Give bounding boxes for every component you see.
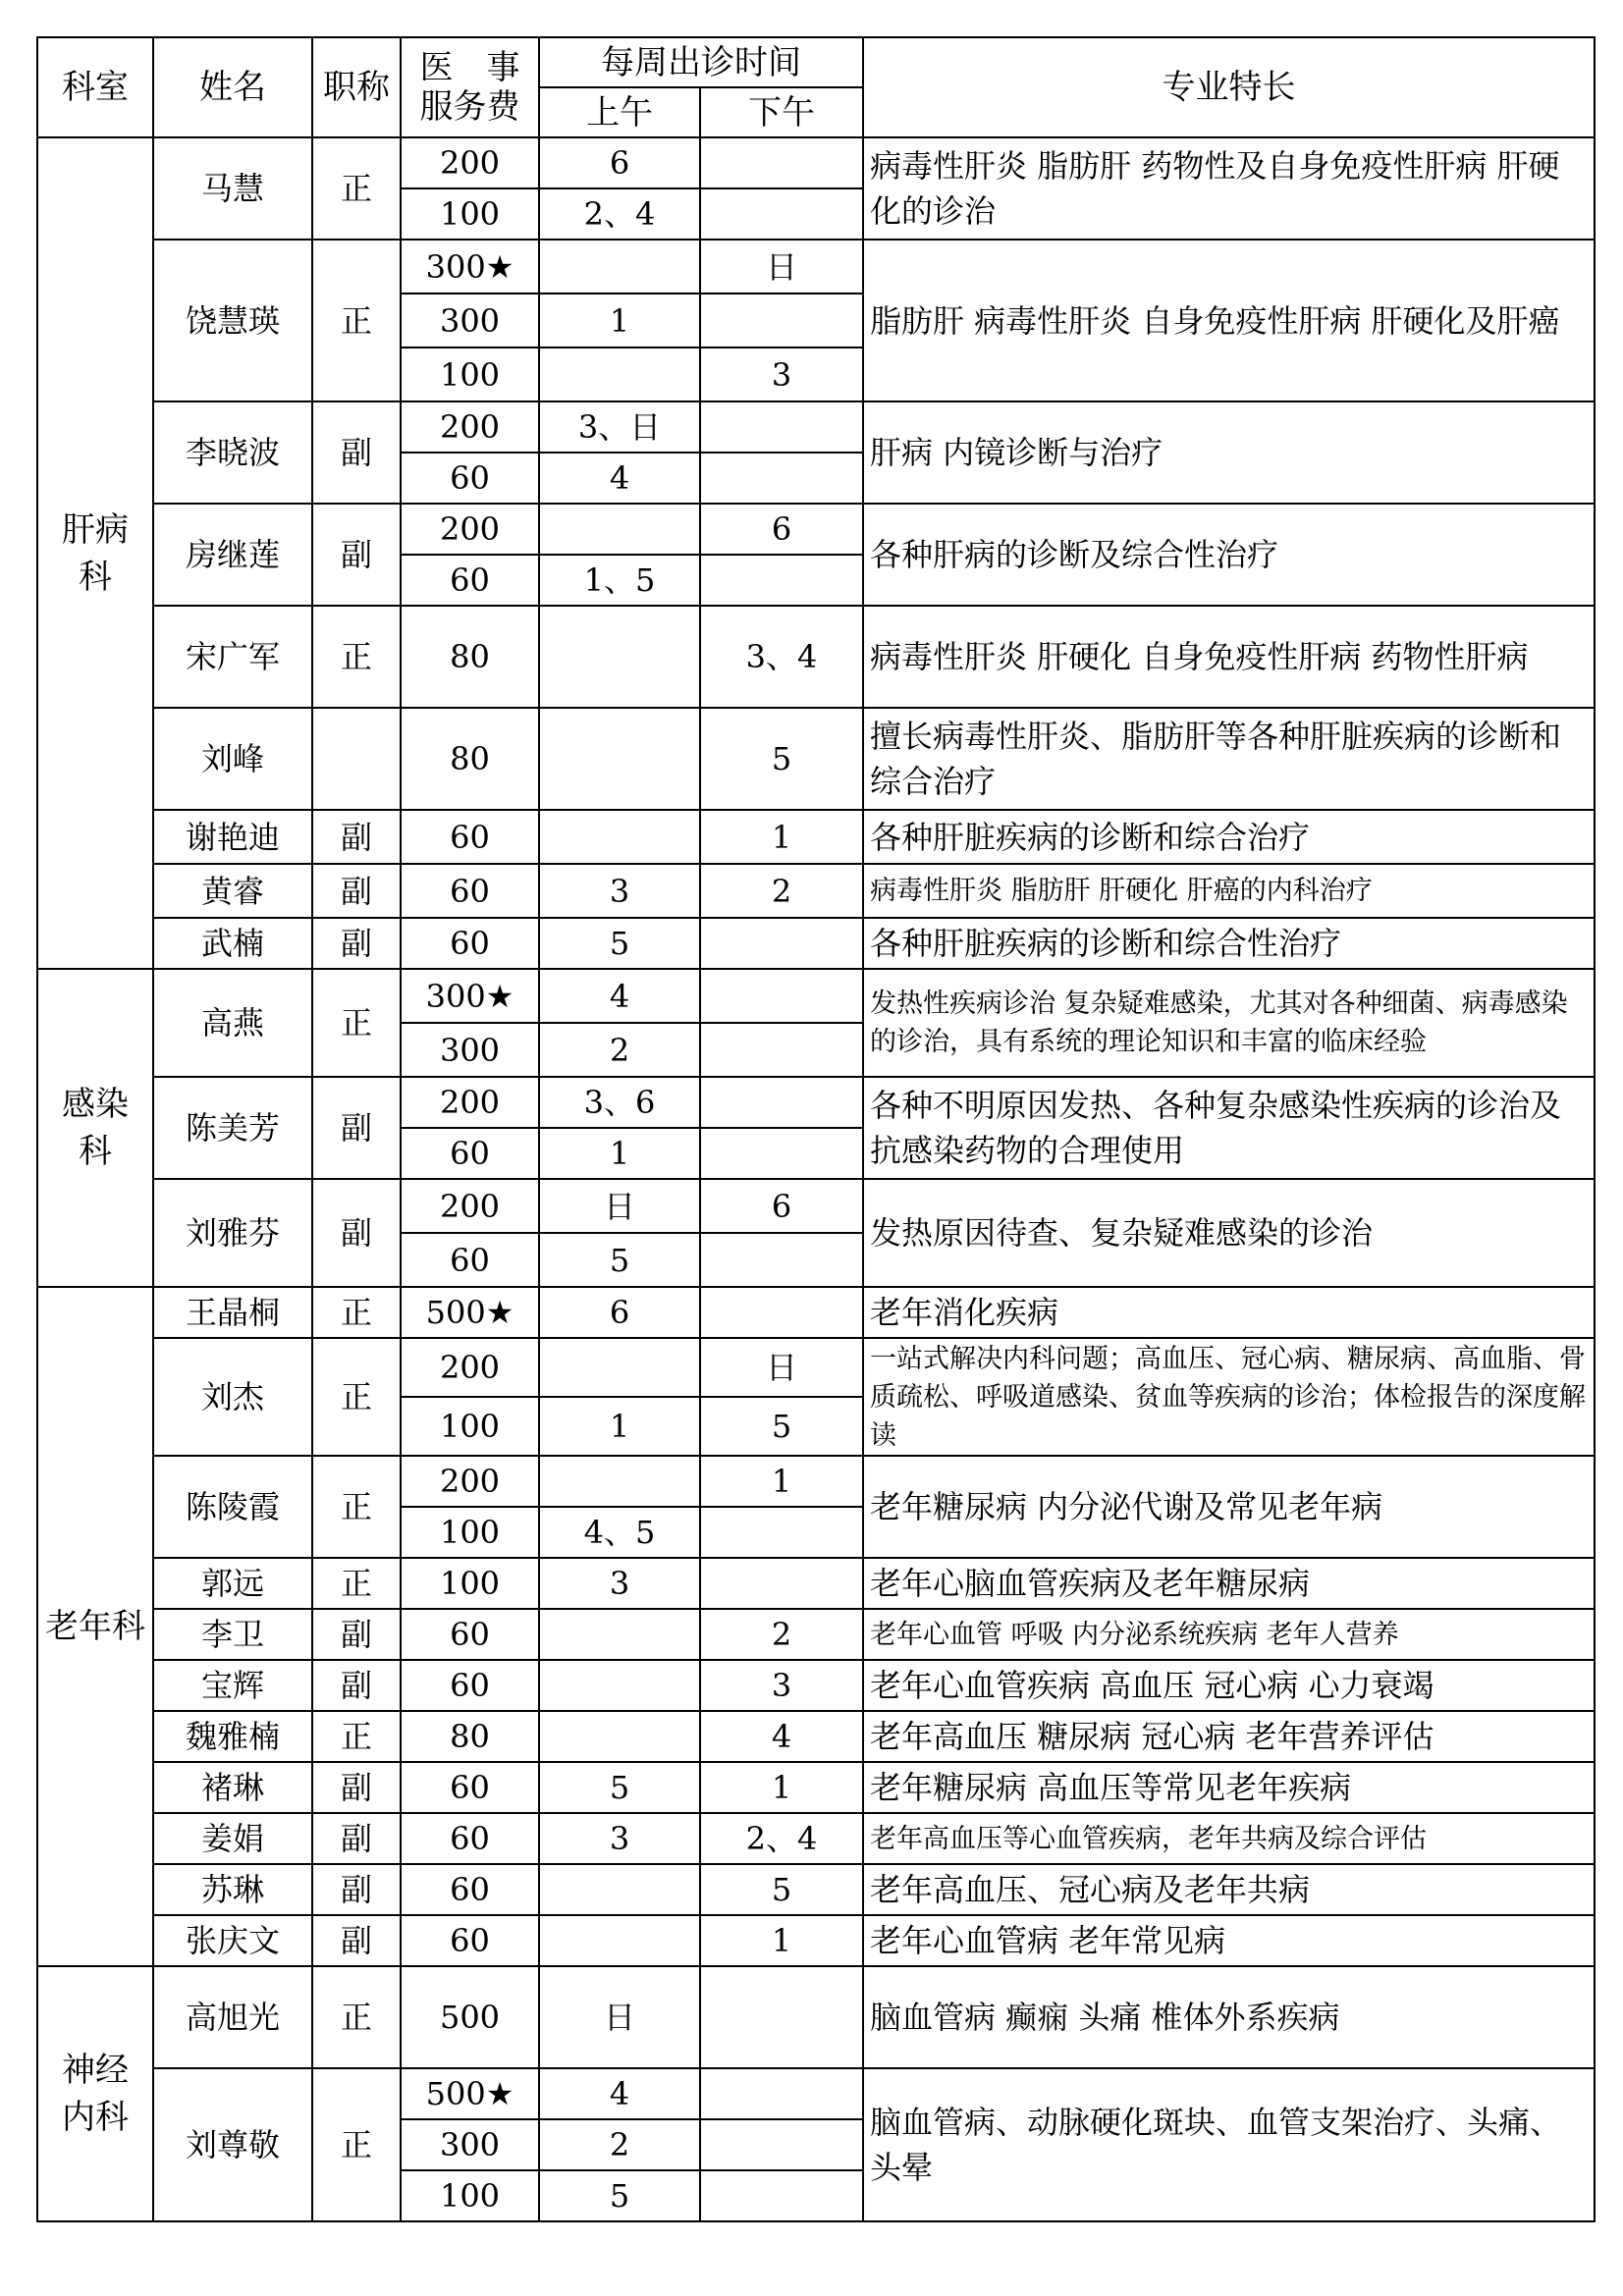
am-cell: 5 — [539, 1762, 700, 1813]
fee-cell: 500★ — [401, 1287, 539, 1338]
fee-cell: 200 — [401, 504, 539, 555]
fee-cell: 60 — [401, 1128, 539, 1179]
header-weekly: 每周出诊时间 — [539, 37, 863, 87]
am-cell: 4 — [539, 453, 700, 504]
pm-cell — [700, 2170, 863, 2221]
table-row — [37, 708, 1595, 810]
fee-cell: 60 — [401, 453, 539, 504]
pm-cell — [700, 1966, 863, 2068]
header-dept: 科室 — [37, 37, 153, 137]
doctor-title: 正 — [312, 1456, 401, 1558]
fee-cell: 200 — [401, 137, 539, 188]
table-row — [37, 1558, 1595, 1609]
doctor-title: 副 — [312, 1077, 401, 1179]
schedule-sheet — [36, 36, 1596, 2222]
table-row — [37, 1762, 1595, 1813]
doctor-name: 苏琳 — [153, 1864, 312, 1915]
doctor-name: 陈美芳 — [153, 1077, 312, 1179]
specialty-cell: 老年糖尿病 内分泌代谢及常见老年病 — [863, 1456, 1595, 1558]
doctor-title: 正 — [312, 1338, 401, 1456]
am-cell: 1 — [539, 1397, 700, 1456]
fee-cell: 200 — [401, 1179, 539, 1233]
doctor-title: 正 — [312, 2068, 401, 2221]
fee-cell: 100 — [401, 1507, 539, 1558]
fee-cell: 60 — [401, 555, 539, 606]
am-cell — [539, 1456, 700, 1507]
am-cell — [539, 1338, 700, 1397]
doctor-name: 刘尊敬 — [153, 2068, 312, 2221]
doctor-name: 李卫 — [153, 1609, 312, 1660]
am-cell: 4、5 — [539, 1507, 700, 1558]
doctor-name: 马慧 — [153, 137, 312, 240]
specialty-cell: 病毒性肝炎 脂肪肝 肝硬化 肝癌的内科治疗 — [863, 864, 1595, 918]
specialty-cell: 各种不明原因发热、各种复杂感染性疾病的诊治及抗感染药物的合理使用 — [863, 1077, 1595, 1179]
doctor-name: 刘杰 — [153, 1338, 312, 1456]
fee-cell: 80 — [401, 708, 539, 810]
specialty-cell: 老年心血管病 老年常见病 — [863, 1915, 1595, 1966]
table-row — [37, 137, 1595, 188]
pm-cell — [700, 2068, 863, 2119]
fee-cell: 500★ — [401, 2068, 539, 2119]
doctor-name: 房继莲 — [153, 504, 312, 606]
specialty-cell: 老年心血管疾病 高血压 冠心病 心力衰竭 — [863, 1660, 1595, 1711]
doctor-title: 副 — [312, 1179, 401, 1287]
fee-cell: 80 — [401, 1711, 539, 1762]
specialty-cell: 脑血管病、动脉硬化斑块、血管支架治疗、头痛、头晕 — [863, 2068, 1595, 2221]
fee-cell: 60 — [401, 1660, 539, 1711]
pm-cell — [700, 969, 863, 1023]
doctor-name: 李晓波 — [153, 401, 312, 504]
pm-cell — [700, 453, 863, 504]
doctor-name: 高旭光 — [153, 1966, 312, 2068]
pm-cell — [700, 401, 863, 453]
doctor-title: 正 — [312, 240, 401, 401]
specialty-cell: 一站式解决内科问题；高血压、冠心病、糖尿病、高血脂、骨质疏松、呼吸道感染、贫血等疾病的诊治；体检报告的深度解读 — [863, 1338, 1595, 1456]
specialty-cell: 老年糖尿病 高血压等常见老年疾病 — [863, 1762, 1595, 1813]
specialty-cell: 各种肝脏疾病的诊断和综合性治疗 — [863, 918, 1595, 969]
fee-cell: 100 — [401, 1558, 539, 1609]
doctor-name: 饶慧瑛 — [153, 240, 312, 401]
pm-cell — [700, 1128, 863, 1179]
am-cell: 5 — [539, 918, 700, 969]
am-cell — [539, 708, 700, 810]
doctor-name: 武楠 — [153, 918, 312, 969]
pm-cell — [700, 188, 863, 240]
table-row — [37, 606, 1595, 708]
am-cell: 2 — [539, 1023, 700, 1077]
pm-cell — [700, 137, 863, 188]
doctor-name: 褚琳 — [153, 1762, 312, 1813]
specialty-cell: 脂肪肝 病毒性肝炎 自身免疫性肝病 肝硬化及肝癌 — [863, 240, 1595, 401]
table-row — [37, 1915, 1595, 1966]
fee-cell: 60 — [401, 810, 539, 864]
am-cell: 6 — [539, 1287, 700, 1338]
doctor-title: 正 — [312, 969, 401, 1077]
fee-cell: 300 — [401, 2119, 539, 2170]
doctor-title: 副 — [312, 1813, 401, 1864]
specialty-cell: 发热原因待查、复杂疑难感染的诊治 — [863, 1179, 1595, 1287]
am-cell — [539, 240, 700, 294]
am-cell — [539, 347, 700, 401]
pm-cell: 1 — [700, 810, 863, 864]
am-cell: 3、6 — [539, 1077, 700, 1128]
pm-cell: 1 — [700, 1762, 863, 1813]
doctor-name: 郭远 — [153, 1558, 312, 1609]
doctor-name: 姜娟 — [153, 1813, 312, 1864]
clinic-schedule-table — [36, 36, 1596, 2222]
pm-cell: 3 — [700, 347, 863, 401]
pm-cell — [700, 1507, 863, 1558]
am-cell: 4 — [539, 2068, 700, 2119]
doctor-name: 高燕 — [153, 969, 312, 1077]
fee-cell: 60 — [401, 1609, 539, 1660]
header-specialty: 专业特长 — [863, 37, 1595, 137]
table-row — [37, 1179, 1595, 1233]
pm-cell: 1 — [700, 1915, 863, 1966]
am-cell: 5 — [539, 1233, 700, 1287]
doctor-title — [312, 708, 401, 810]
pm-cell: 日 — [700, 1338, 863, 1397]
pm-cell — [700, 1023, 863, 1077]
specialty-cell: 老年高血压、冠心病及老年共病 — [863, 1864, 1595, 1915]
specialty-cell: 各种肝脏疾病的诊断和综合治疗 — [863, 810, 1595, 864]
fee-cell: 500 — [401, 1966, 539, 2068]
am-cell: 5 — [539, 2170, 700, 2221]
doctor-name: 宋广军 — [153, 606, 312, 708]
doctor-title: 副 — [312, 1609, 401, 1660]
doctor-title: 正 — [312, 1287, 401, 1338]
doctor-title: 副 — [312, 918, 401, 969]
doctor-name: 刘雅芬 — [153, 1179, 312, 1287]
pm-cell: 日 — [700, 240, 863, 294]
pm-cell — [700, 1233, 863, 1287]
fee-cell: 100 — [401, 1397, 539, 1456]
table-row — [37, 1456, 1595, 1507]
header-title: 职称 — [312, 37, 401, 137]
pm-cell: 2 — [700, 1609, 863, 1660]
specialty-cell: 各种肝病的诊断及综合性治疗 — [863, 504, 1595, 606]
fee-cell: 60 — [401, 1233, 539, 1287]
specialty-cell: 老年心脑血管疾病及老年糖尿病 — [863, 1558, 1595, 1609]
table-row — [37, 401, 1595, 453]
table-row — [37, 2068, 1595, 2119]
header-am: 上午 — [539, 87, 700, 137]
fee-cell: 60 — [401, 1813, 539, 1864]
header-name: 姓名 — [153, 37, 312, 137]
doctor-name: 王晶桐 — [153, 1287, 312, 1338]
header-pm: 下午 — [700, 87, 863, 137]
doctor-name: 张庆文 — [153, 1915, 312, 1966]
specialty-cell: 擅长病毒性肝炎、脂肪肝等各种肝脏疾病的诊断和综合治疗 — [863, 708, 1595, 810]
table-row — [37, 918, 1595, 969]
doctor-title: 正 — [312, 1711, 401, 1762]
table-row — [37, 1864, 1595, 1915]
table-row — [37, 864, 1595, 918]
am-cell — [539, 1711, 700, 1762]
table-row — [37, 969, 1595, 1023]
fee-cell: 200 — [401, 401, 539, 453]
doctor-title: 副 — [312, 864, 401, 918]
am-cell — [539, 504, 700, 555]
pm-cell: 3 — [700, 1660, 863, 1711]
table-row — [37, 1711, 1595, 1762]
doctor-title: 副 — [312, 1915, 401, 1966]
doctor-title: 正 — [312, 606, 401, 708]
dept-cell: 感染 科 — [37, 969, 153, 1287]
pm-cell: 6 — [700, 504, 863, 555]
fee-cell: 60 — [401, 1864, 539, 1915]
doctor-name: 宝辉 — [153, 1660, 312, 1711]
am-cell — [539, 1864, 700, 1915]
pm-cell — [700, 555, 863, 606]
doctor-title: 副 — [312, 810, 401, 864]
dept-cell: 神经 内科 — [37, 1966, 153, 2221]
pm-cell — [700, 1558, 863, 1609]
am-cell: 3、日 — [539, 401, 700, 453]
am-cell: 3 — [539, 1813, 700, 1864]
doctor-title: 副 — [312, 401, 401, 504]
table-row — [37, 240, 1595, 294]
pm-cell: 3、4 — [700, 606, 863, 708]
dept-cell: 老年科 — [37, 1287, 153, 1966]
am-cell: 1 — [539, 1128, 700, 1179]
am-cell — [539, 1660, 700, 1711]
am-cell — [539, 1609, 700, 1660]
pm-cell — [700, 2119, 863, 2170]
doctor-title: 正 — [312, 1966, 401, 2068]
specialty-cell: 老年高血压 糖尿病 冠心病 老年营养评估 — [863, 1711, 1595, 1762]
pm-cell: 6 — [700, 1179, 863, 1233]
fee-cell: 100 — [401, 347, 539, 401]
table-row — [37, 1966, 1595, 2068]
am-cell: 4 — [539, 969, 700, 1023]
am-cell: 3 — [539, 1558, 700, 1609]
fee-cell: 300★ — [401, 969, 539, 1023]
pm-cell: 5 — [700, 1397, 863, 1456]
am-cell: 2、4 — [539, 188, 700, 240]
table-row — [37, 810, 1595, 864]
fee-cell: 60 — [401, 1762, 539, 1813]
am-cell: 1 — [539, 294, 700, 347]
fee-cell: 200 — [401, 1456, 539, 1507]
table-row — [37, 1660, 1595, 1711]
pm-cell: 5 — [700, 1864, 863, 1915]
doctor-title: 副 — [312, 1762, 401, 1813]
specialty-cell: 发热性疾病诊治 复杂疑难感染，尤其对各种细菌、病毒感染的诊治，具有系统的理论知识和丰富的临床经验 — [863, 969, 1595, 1077]
table-row — [37, 1338, 1595, 1397]
am-cell: 6 — [539, 137, 700, 188]
doctor-title: 正 — [312, 1558, 401, 1609]
specialty-cell: 肝病 内镜诊断与治疗 — [863, 401, 1595, 504]
am-cell — [539, 606, 700, 708]
doctor-name: 谢艳迪 — [153, 810, 312, 864]
doctor-name: 黄睿 — [153, 864, 312, 918]
specialty-cell: 老年消化疾病 — [863, 1287, 1595, 1338]
doctor-name: 刘峰 — [153, 708, 312, 810]
am-cell: 2 — [539, 2119, 700, 2170]
am-cell: 日 — [539, 1966, 700, 2068]
pm-cell: 4 — [700, 1711, 863, 1762]
table-row — [37, 1813, 1595, 1864]
specialty-cell: 老年心血管 呼吸 内分泌系统疾病 老年人营养 — [863, 1609, 1595, 1660]
pm-cell: 1 — [700, 1456, 863, 1507]
doctor-title: 副 — [312, 1864, 401, 1915]
schedule-body — [37, 137, 1595, 2221]
am-cell — [539, 1915, 700, 1966]
doctor-title: 副 — [312, 1660, 401, 1711]
am-cell: 1、5 — [539, 555, 700, 606]
specialty-cell: 老年高血压等心血管疾病，老年共病及综合评估 — [863, 1813, 1595, 1864]
header-fee: 医 事 服务费 — [401, 37, 539, 137]
am-cell: 3 — [539, 864, 700, 918]
pm-cell: 2、4 — [700, 1813, 863, 1864]
pm-cell — [700, 918, 863, 969]
am-cell: 日 — [539, 1179, 700, 1233]
pm-cell — [700, 1077, 863, 1128]
fee-cell: 300★ — [401, 240, 539, 294]
doctor-name: 魏雅楠 — [153, 1711, 312, 1762]
doctor-name: 陈陵霞 — [153, 1456, 312, 1558]
table-row — [37, 504, 1595, 555]
fee-cell: 80 — [401, 606, 539, 708]
pm-cell: 5 — [700, 708, 863, 810]
pm-cell — [700, 294, 863, 347]
doctor-title: 副 — [312, 504, 401, 606]
fee-cell: 300 — [401, 1023, 539, 1077]
dept-cell: 肝病 科 — [37, 137, 153, 969]
fee-cell: 60 — [401, 918, 539, 969]
fee-cell: 60 — [401, 864, 539, 918]
table-row — [37, 1287, 1595, 1338]
specialty-cell: 病毒性肝炎 肝硬化 自身免疫性肝病 药物性肝病 — [863, 606, 1595, 708]
fee-cell: 200 — [401, 1077, 539, 1128]
fee-cell: 300 — [401, 294, 539, 347]
doctor-title: 正 — [312, 137, 401, 240]
am-cell — [539, 810, 700, 864]
fee-cell: 60 — [401, 1915, 539, 1966]
fee-cell: 100 — [401, 2170, 539, 2221]
fee-cell: 100 — [401, 188, 539, 240]
fee-cell: 200 — [401, 1338, 539, 1397]
specialty-cell: 脑血管病 癫痫 头痛 椎体外系疾病 — [863, 1966, 1595, 2068]
pm-cell — [700, 1287, 863, 1338]
specialty-cell: 病毒性肝炎 脂肪肝 药物性及自身免疫性肝病 肝硬化的诊治 — [863, 137, 1595, 240]
table-row — [37, 1077, 1595, 1128]
pm-cell: 2 — [700, 864, 863, 918]
table-row — [37, 1609, 1595, 1660]
